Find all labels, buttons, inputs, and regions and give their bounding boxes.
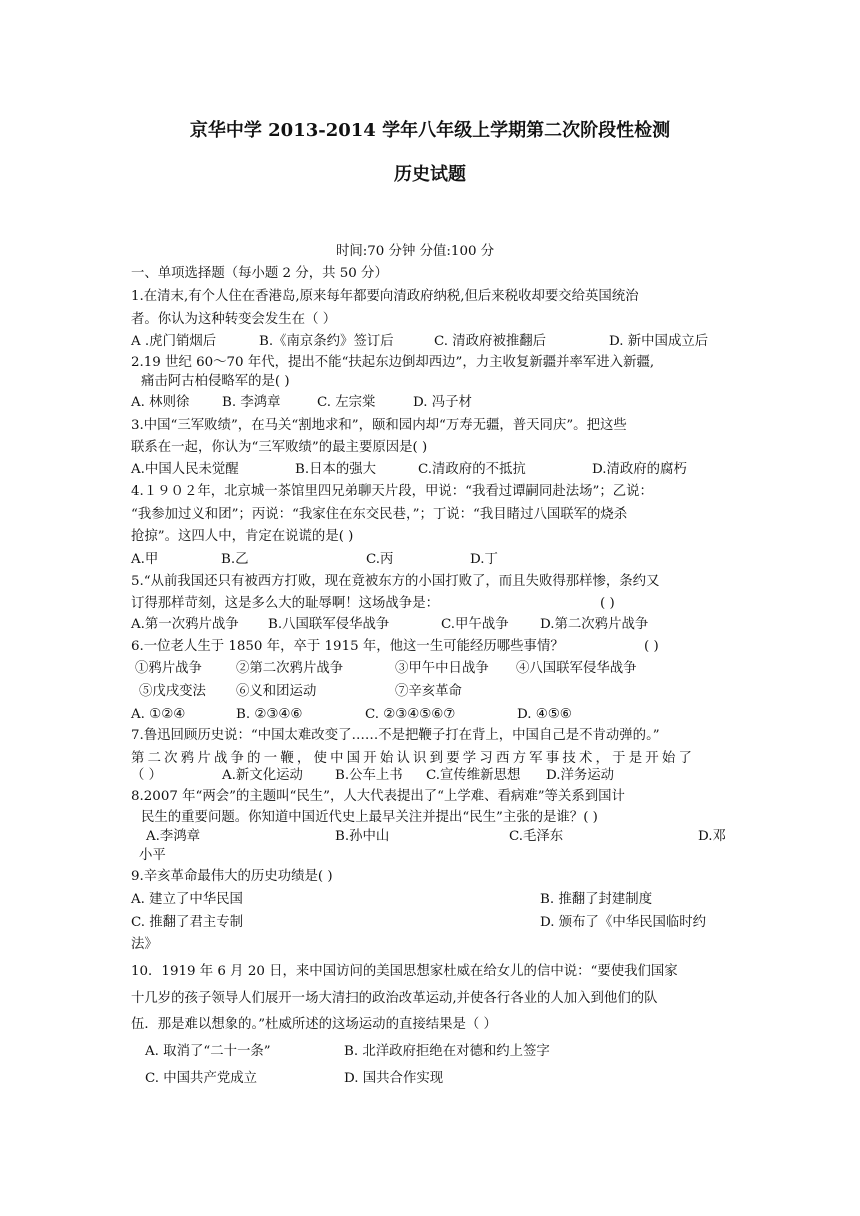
q6-item-6: ⑥义和团运动 [236,684,317,699]
q5-option-b: B.八国联军侵华战争 [268,617,390,632]
q1-option-b: B.《南京条约》签订后 [259,334,394,349]
q5-stem-line1: 5.“从前我国还只有被西方打败，现在竟被东方的小国打败了，而且失败得那样惨，条约又 [131,574,660,589]
q9-option-d-continued: 法》 [131,937,158,952]
q1-stem-line1: 1.在清末,有个人住在香港岛,原来每年都要向清政府纳税,但后来税收却要交给英国统治 [131,289,639,304]
q10-option-a: A. 取消了“二十一条” [145,1044,271,1059]
q8-option-b: B.孙中山 [335,829,390,844]
q10-stem-line2: 十几岁的孩子领导人们展开一场大清扫的政治改革运动,并使各行各业的人加入到他们的队 [131,991,658,1006]
q2-stem-line2: 痛击阿古柏侵略军的是( ) [141,374,290,389]
q9-option-a: A. 建立了中华民国 [131,892,243,907]
q6-item-3: ③甲午中日战争 [395,661,489,676]
q4-option-d: D.丁 [470,552,498,567]
q10-option-b: B. 北洋政府拒绝在对德和约上签字 [344,1044,550,1059]
q6-option-c: C. ②③④⑤⑥⑦ [365,707,456,722]
q7-option-a: A.新文化运动 [222,768,303,783]
q8-option-d-continued: 小平 [139,848,166,863]
q8-option-a: A.李鸿章 [146,829,201,844]
q1-option-a: A .虎门销烟后 [131,334,217,349]
q9-stem-line1: 9.辛亥革命最伟大的历史功绩是( ) [131,869,333,884]
q6-option-b: B. ②③④⑥ [236,707,303,722]
q6-item-1: ①鸦片战争 [135,661,202,676]
exam-title: 京华中学 2013-2014 学年八年级上学期第二次阶段性检测 [189,120,671,141]
q6-option-a: A. ①②④ [131,707,186,722]
section-heading: 一、单项选择题（每小题 2 分，共 50 分） [131,266,388,281]
q6-item-5: ⑤戊戌变法 [139,684,206,699]
q2-option-d: D. 冯子材 [413,395,472,410]
q4-stem-line1: 4.１９０２年，北京城一茶馆里四兄弟聊天片段，甲说：“我看过谭嗣同赴法场”；乙说： [131,484,653,499]
q5-answer-paren: ( ) [600,596,615,611]
q3-option-d: D.清政府的腐朽 [592,462,687,477]
q2-stem-line1: 2.19 世纪 60～70 年代，提出不能“扶起东边倒却西边”，力主收复新疆并率军进入新疆, [131,355,655,370]
q3-option-a: A.中国人民未觉醒 [131,462,239,477]
q4-option-c: C.丙 [366,552,394,567]
q5-option-c: C.甲午战争 [441,617,509,632]
q6-answer-paren: ( ) [644,639,659,654]
q6-item-7: ⑦辛亥革命 [395,684,462,699]
q3-option-c: C.清政府的不抵抗 [418,462,526,477]
q8-stem-line2: 民生的重要问题。你知道中国近代史上最早关注并提出“民生”主张的是谁？( ) [141,810,598,825]
q1-option-c: C. 清政府被推翻后 [434,334,547,349]
q3-stem-line1: 3.中国“三军败绩”，在马关“割地求和”，颐和园内却“万寿无疆，普天同庆”。把这些 [131,418,627,433]
q7-stem-line1: 7.鲁迅回顾历史说：“中国太难改变了……不是把鞭子打在背上，中国自己是不肯动弹的。” [131,728,660,743]
q6-stem-line1: 6.一位老人生于 1850 年，卒于 1915 年，他这一生可能经历哪些事情？ [131,639,564,654]
q5-stem-line2: 订得那样苛刻，这是多么大的耻辱啊！这场战争是： [131,596,439,611]
q2-option-b: B. 李鸿章 [222,395,281,410]
q3-stem-line2: 联系在一起，你认为“三军败绩”的最主要原因是( ) [131,440,428,455]
q1-stem-line2: 者。你认为这种转变会发生在（ ） [131,312,337,327]
q7-answer-paren: （ ） [131,768,163,783]
q7-option-c: C.宣传维新思想 [426,768,521,783]
q8-option-c: C.毛泽东 [509,829,564,844]
q4-stem-line2: “我参加过义和团”；丙说：“我家住在东交民巷，”；丁说：“我目睹过八国联军的烧杀 [131,507,628,522]
q10-stem-line1: 10．1919 年 6 月 20 日，来中国访问的美国思想家杜威在给女儿的信中说：“要使我们国家 [131,964,678,979]
q7-option-b: B.公车上书 [335,768,403,783]
q6-option-d: D. ④⑤⑥ [517,707,572,722]
q4-option-b: B.乙 [221,552,249,567]
q4-stem-line3: 抢掠”。这四人中，肯定在说谎的是( ) [131,529,354,544]
q8-option-d: D.邓 [698,829,726,844]
q4-option-a: A.甲 [131,552,159,567]
exam-meta: 时间:70 分钟 分值:100 分 [336,244,495,259]
q5-option-d: D.第二次鸦片战争 [540,617,649,632]
q9-option-b: B. 推翻了封建制度 [540,892,653,907]
q10-option-c: C. 中国共产党成立 [145,1071,258,1086]
q6-item-2: ②第二次鸦片战争 [236,661,344,676]
q10-stem-line3: 伍．那是难以想象的。”杜威所述的这场运动的直接结果是（ ） [131,1017,497,1032]
q9-option-c: C. 推翻了君主专制 [131,915,244,930]
q2-option-a: A. 林则徐 [131,395,190,410]
q2-option-c: C. 左宗棠 [317,395,376,410]
subject-title: 历史试题 [394,164,466,185]
q7-stem-line2: 第二次鸦片战争的一鞭，使中国开始认识到要学习西方军事技术，于是开始了 [131,751,696,766]
q3-option-b: B.日本的强大 [295,462,377,477]
q9-option-d: D. 颁布了《中华民国临时约 [540,915,707,930]
q1-option-d: D. 新中国成立后 [609,334,709,349]
q5-option-a: A.第一次鸦片战争 [131,617,239,632]
q7-option-d: D.洋务运动 [546,768,615,783]
q10-option-d: D. 国共合作实现 [344,1071,444,1086]
q6-item-4: ④八国联军侵华战争 [516,661,637,676]
q8-stem-line1: 8.2007 年“两会”的主题叫“民生”，人大代表提出了“上学难、看病难”等关系到国计 [131,789,625,804]
